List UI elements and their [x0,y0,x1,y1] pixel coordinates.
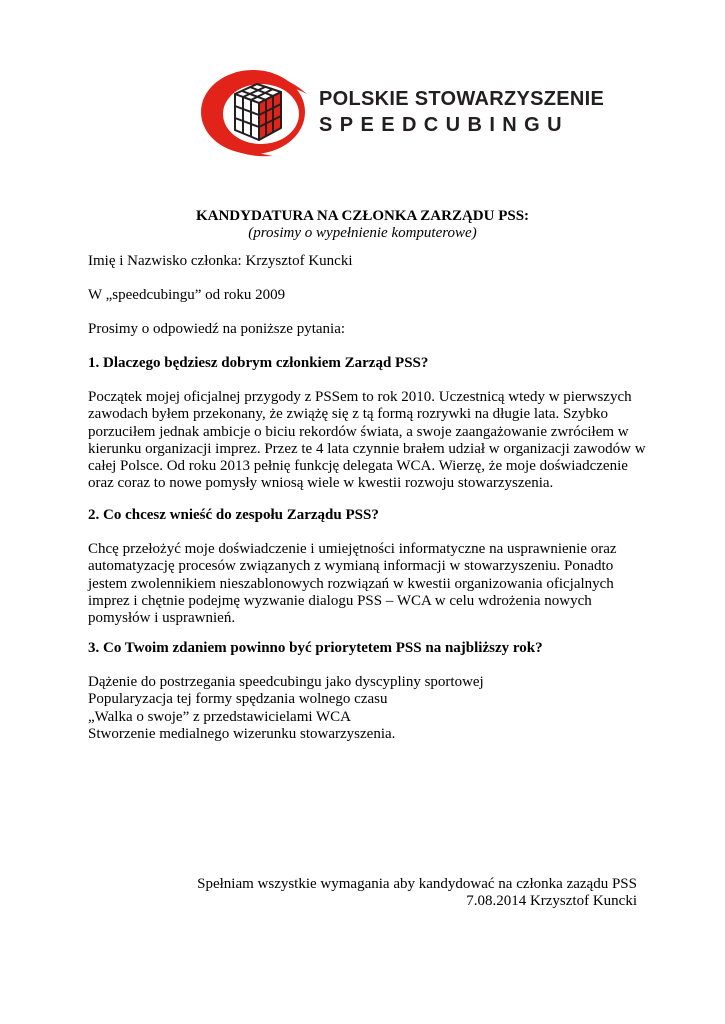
answer-line: Popularyzacja tej formy spędzania wolnego czasu [88,691,388,708]
answer-line: Stworzenie medialnego wizerunku stowarzyszenia. [88,725,396,742]
logo-line-1: POLSKIE STOWARZYSZENIE [319,88,605,110]
date-signature: 7.08.2014 Krzysztof Kuncki [466,893,637,909]
answer-2 [88,541,648,627]
closing-statement: Spełniam wszystkie wymagania aby kandydować na członka zaządu PSS [197,876,637,892]
member-since-line: W „speedcubingu” od roku 2009 [88,287,286,303]
document-title: KANDYDATURA NA CZŁONKA ZARZĄDU PSS: [195,208,530,224]
organization-logo [195,64,605,164]
answer-line: całej Polsce. Od roku 2013 pełnię funkcję delegata WCA. Wierzę, że moje doświadczenie [88,458,628,475]
answer-line: oraz coraz to nowe pomysły wniosą wiele w kwestii rozwoju stowarzyszenia. [88,475,554,492]
answer-line: zawodach byłem przekonany, że zwiążę się z tą formą rozrywki na długie lata. Szybko [88,406,609,423]
answer-line: porzuciłem jednak ambicje o biciu rekordów świata, a swoje zaangażowanie zwróciłem w [88,423,629,440]
answer-line: imprez i chętnie podejmę wyzwanie dialogu PSS – WCA w celu wdrożenia nowych [88,592,592,609]
answer-line: Chcę przełożyć moje doświadczenie i umiejętności informatyczne na usprawnienie oraz [88,541,617,557]
logo-text [319,86,604,138]
document-subtitle: (prosimy o wypełnienie komputerowe) [248,225,477,241]
question-2: 2. Co chcesz wnieść do zespołu Zarządu PSS? [88,507,379,523]
member-name-line: Imię i Nazwisko członka: Krzysztof Kuncki [88,253,353,269]
answer-line: kierunku organizacji imprez. Przez te 4 lata czynnie brałem udział w organizacji zawodów w [88,440,646,457]
answer-line: jestem zwolennikiem nieszablonowych rozwiązań w kwestii organizowania oficjalnych [88,575,614,592]
answer-3 [88,674,648,743]
answer-line: „Walka o swoje” z przedstawicielami WCA [88,708,351,725]
question-3: 3. Co Twoim zdaniem powinno być priorytetem PSS na najbliższy rok? [88,640,543,656]
answer-1 [88,389,648,493]
logo-line-2: SPEEDCUBINGU [319,114,569,136]
answer-line: automatyzację procesów związanych z wymianą informacji w stowarzyszeniu. Ponadto [88,558,614,575]
intro-line: Prosimy o odpowiedź na poniższe pytania: [88,321,346,337]
answer-line: pomysłów i usprawnień. [88,610,236,627]
question-1: 1. Dlaczego będziesz dobrym członkiem Zarząd PSS? [88,355,429,371]
rubiks-cube-icon [195,64,320,164]
answer-line: Początek mojej oficjalnej przygody z PSSem to rok 2010. Uczestnicą wtedy w pierwszych [88,389,632,405]
answer-line: Dążenie do postrzegania speedcubingu jako dyscypliny sportowej [88,674,484,690]
